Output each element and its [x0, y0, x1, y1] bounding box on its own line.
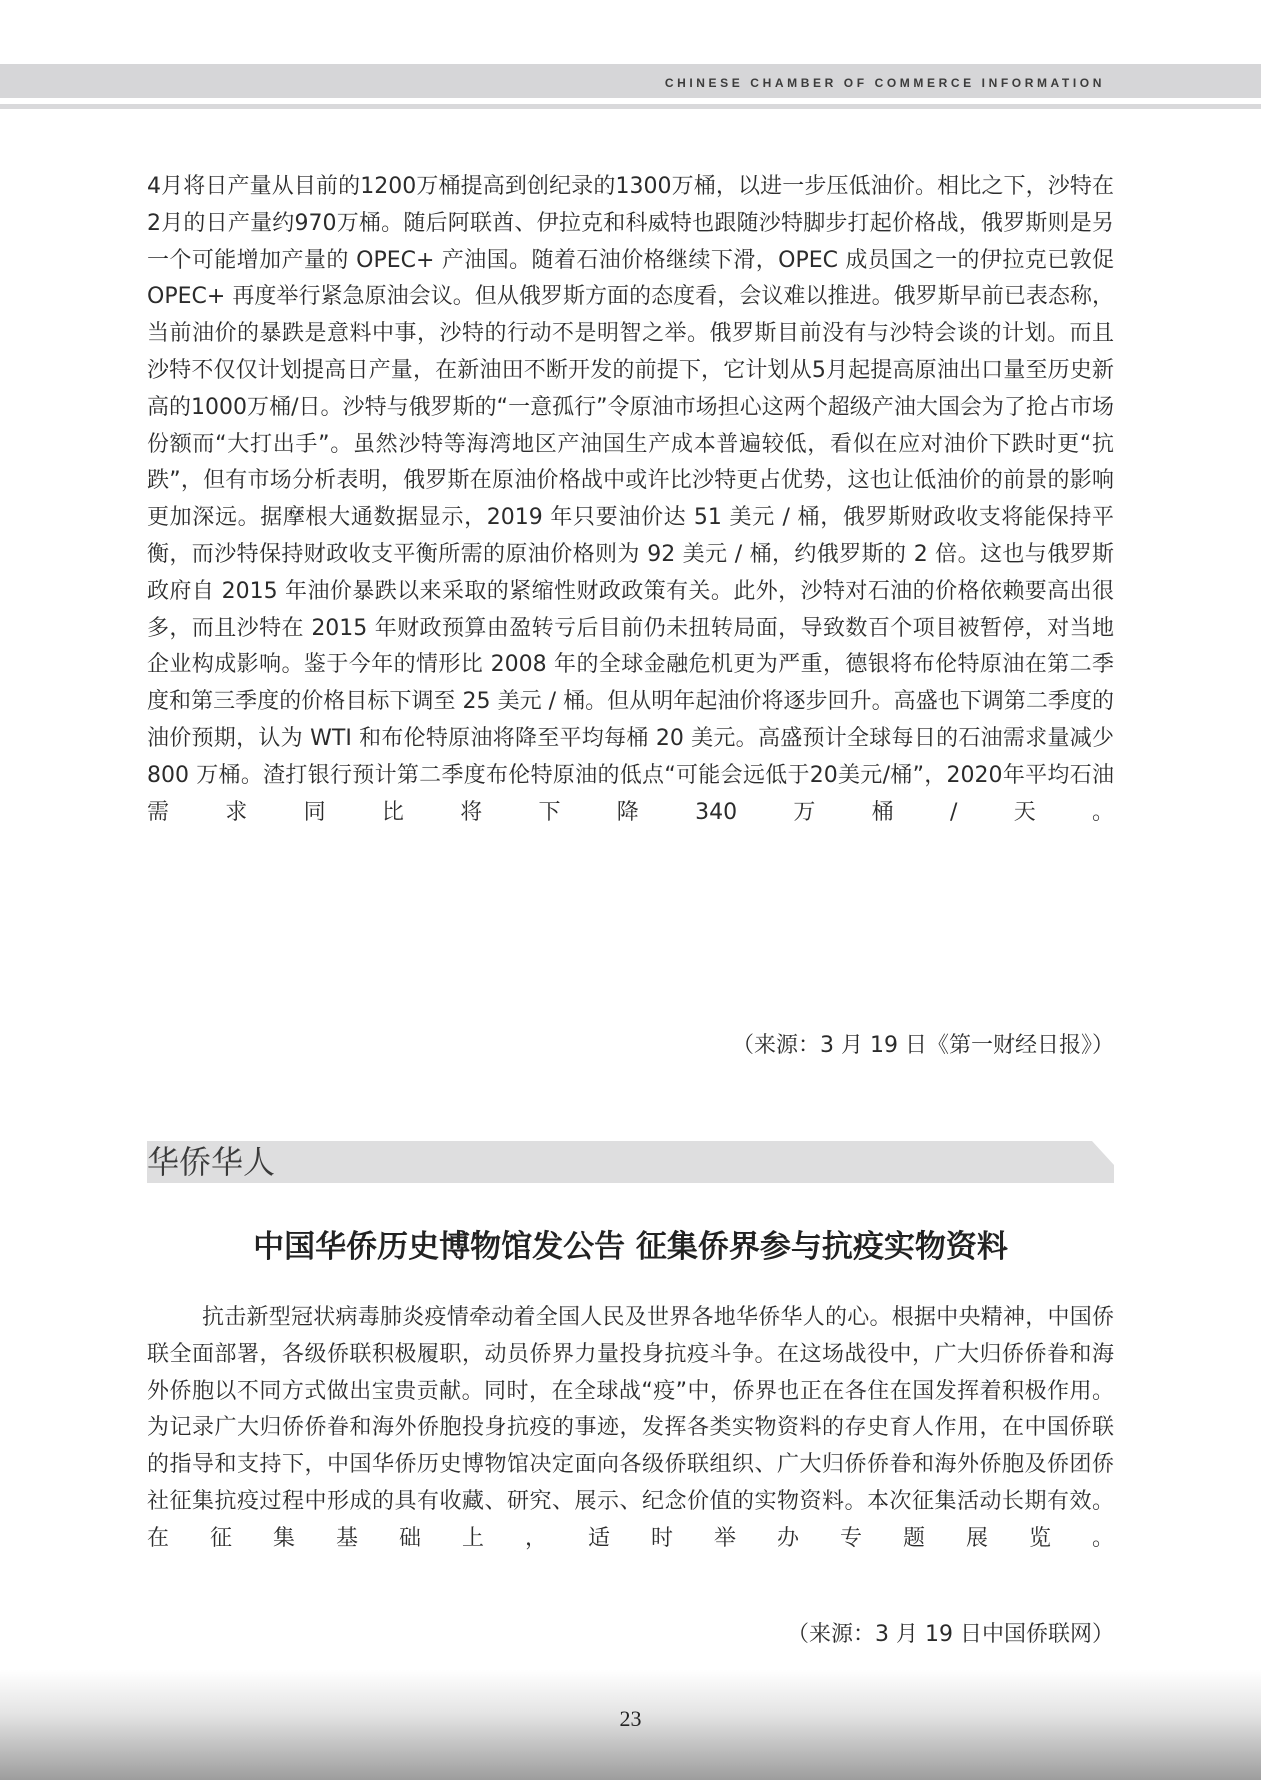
section-header [147, 1141, 1114, 1183]
section-header-background [147, 1141, 1114, 1183]
header-rule [0, 104, 1261, 109]
article-body-oil-price: 4月将日产量从目前的1200万桶提高到创纪录的1300万桶，以进一步压低油价。相比之下，沙特在2月的日产量约970万桶。随后阿联酋、伊拉克和科威特也跟随沙特脚步打起价格战，俄罗斯则是另一个可能增加产量的 OPEC+ 产油国。随着石油价格继续下滑，OPEC 成员国之一的伊拉克已敦促 OPEC+ 再度举行紧急原油会议。但从俄罗斯方面的态度看，会议难以推进。俄罗斯早前已表态称，当前油价的暴跌是意料中事，沙特的行动不是明智之举。俄罗斯目前没有与沙特会谈的计划。而且沙特不仅仅计划提高日产量，在新油田不断开发的前提下，它计划从5月起提高原油出口量至历史新高的1000万桶/日。沙特与俄罗斯的“一意孤行”令原油市场担心这两个超级产油大国会为了抢占市场份额而“大打出手”。虽然沙特等海湾地区产油国生产成本普遍较低，看似在应对油价下跌时更“抗跌”，但有市场分析表明，俄罗斯在原油价格战中或许比沙特更占优势，这也让低油价的前景的影响更加深远。据摩根大通数据显示，2019 年只要油价达 51 美元 / 桶，俄罗斯财政收支将能保持平衡，而沙特保持财政收支平衡所需的原油价格则为 92 美元 / 桶，约俄罗斯的 2 倍。这也与俄罗斯政府自 2015 年油价暴跌以来采取的紧缩性财政政策有关。此外，沙特对石油的价格依赖要高出很多，而且沙特在 2015 年财政预算由盈转亏后目前仍未扭转局面，导致数百个项目被暂停，对当地企业构成影响。鉴于今年的情形比 2008 年的全球金融危机更为严重，德银将布伦特原油在第二季度和第三季度的价格目标下调至 25 美元 / 桶。但从明年起油价将逐步回升。高盛也下调第二季度的油价预期，认为 WTI 和布伦特原油将降至平均每桶 20 美元。高盛预计全球每日的石油需求量减少 800 万桶。渣打银行预计第二季度布伦特原油的低点“可能会远低于20美元/桶”，2020年平均石油需求同比将下降340万桶/天。 [147, 174, 1114, 825]
article-body-museum: 抗击新型冠状病毒肺炎疫情牵动着全国人民及世界各地华侨华人的心。根据中央精神，中国侨联全面部署，各级侨联积极履职，动员侨界力量投身抗疫斗争。在这场战役中，广大归侨侨眷和海外侨胞以不同方式做出宝贵贡献。同时，在全球战“疫”中，侨界也正在各住在国发挥着积极作用。为记录广大归侨侨眷和海外侨胞投身抗疫的事迹，发挥各类实物资料的存史育人作用，在中国侨联的指导和支持下，中国华侨历史博物馆决定面向各级侨联组织、广大归侨侨眷和海外侨胞及侨团侨社征集抗疫过程中形成的具有收藏、研究、展示、纪念价值的实物资料。本次征集活动长期有效。在征集基础上，适时举办专题展览。 [147, 1305, 1114, 1551]
running-header: CHINESE CHAMBER OF COMMERCE INFORMATION [664, 76, 1105, 90]
section-title: 华侨华人 [147, 1143, 276, 1181]
source-citation-1: （来源：3 月 19 日《第一财经日报》） [732, 1033, 1114, 1058]
article-title: 中国华侨历史博物馆发公告 征集侨界参与抗疫实物资料 [253, 1229, 1008, 1265]
source-citation-2: （来源：3 月 19 日中国侨联网） [787, 1622, 1114, 1647]
page-number: 23 [619, 1706, 642, 1731]
